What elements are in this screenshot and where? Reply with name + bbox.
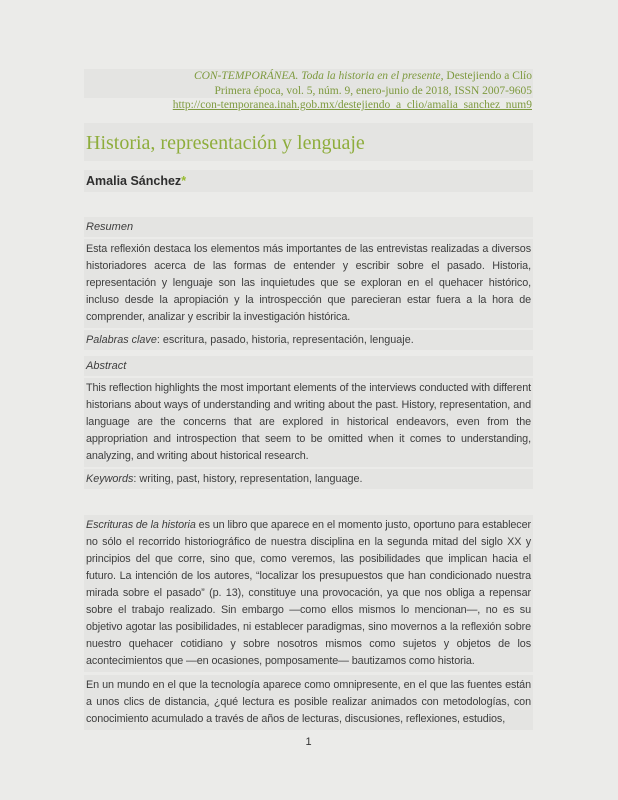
palabras-clave-label: Palabras clave — [86, 333, 157, 346]
page-number: 1 — [305, 736, 312, 748]
text-column — [84, 69, 533, 730]
keywords-label: Keywords — [86, 472, 134, 485]
body-paragraph-1-text: es un libro que aparece en el momento justo, oportuno para establecer no sólo el recorrido historiográfico de nuestra disciplina en la segunda mitad del siglo XX y principios del que corre, sino que, como veremos, las posibilidades que implican hacia el futuro. La intención de los autores, “localizar los presupuestos que han condicionado nuestra mirada sobre el pasado” (p. 13), constituye una provocación, ya que nos obliga a repensar sobre el trabajo realizado. Sin embargo —como ellos mismos lo mencionan—, no es su objetivo agotar las posibilidades, ni establecer paradigmas, sino movernos a la reflexión sobre nuestro quehacer cotidiano y sobre nosotros mismos como sujetos y objetos de los acontecimientos que —en ocasiones, pomposamente— bautizamos como historia. — [86, 518, 531, 667]
palabras-clave-line — [84, 330, 533, 350]
keywords-line — [84, 469, 533, 489]
article-url-link[interactable]: http://con-temporanea.inah.gob.mx/destejiendo_a_clio/amalia_sanchez_num9 — [172, 99, 532, 111]
palabras-clave-list: : escritura, pasado, historia, representación, lenguaje. — [156, 333, 414, 346]
journal-header — [84, 69, 533, 113]
keywords-list: : writing, past, history, representation, language. — [133, 472, 363, 485]
journal-section-name: Destejiendo a Clío — [443, 70, 532, 82]
journal-issue-line: Primera época, vol. 5, núm. 9, enero-junio de 2018, ISSN 2007-9605 — [214, 84, 532, 97]
book-title: Escrituras de la historia — [86, 518, 196, 531]
author-footnote-marker: * — [181, 173, 187, 188]
journal-name: CON-TEMPORÁNEA. Toda la historia en el presente, — [193, 70, 444, 82]
resumen-label: Resumen — [84, 217, 533, 237]
journal-title-line — [84, 69, 533, 84]
article-title: Historia, representación y lenguaje — [84, 123, 533, 161]
body-paragraph-2: En un mundo en el que la tecnología aparece como omnipresente, en el que las fuentes están a unos clics de distancia, ¿qué lectura es posible realizar animados con metodologías, con conocimiento acumulado a través de años de lecturas, discusiones, reflexiones, estudios, — [84, 675, 533, 730]
article-url-line — [84, 98, 533, 113]
abstract-text: This reflection highlights the most important elements of the interviews conducted with different historians about ways of understanding and writing about the past. History, representation, and language are the concerns that are explored in historical endeavors, even from the appropriation and introspection that seem to be omitted when it comes to understanding, analyzing, and writing about historical research. — [84, 378, 533, 467]
abstract-label: Abstract — [84, 356, 533, 376]
resumen-text: Esta reflexión destaca los elementos más importantes de las entrevistas realizadas a diversos historiadores acerca de las formas de entender y escribir sobre el pasado. Historia, representación y lenguaje son las inquietudes que se exploran en el quehacer histórico, incluso desde la apropiación y la introspección que parecieran estar fuera a la hora de comprender, analizar y escribir la investigación histórica. — [84, 239, 533, 328]
author-line — [84, 170, 533, 192]
author-name: Amalia Sánchez — [86, 173, 182, 188]
body-paragraph-1 — [84, 515, 533, 672]
